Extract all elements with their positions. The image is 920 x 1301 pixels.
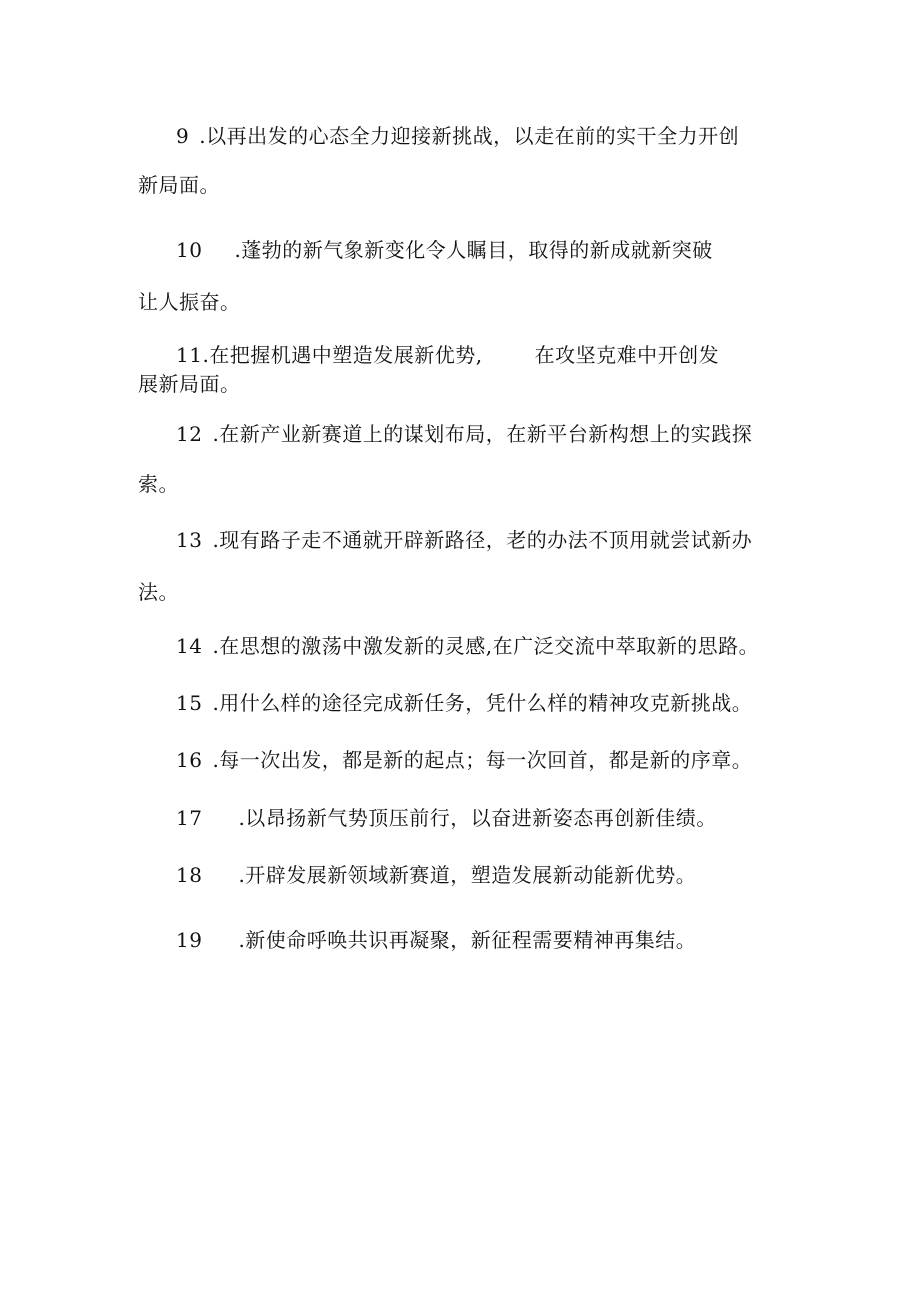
item-text-continuation: 新局面。 <box>138 173 220 197</box>
item-text: .用什么样的途径完成新任务，凭什么样的精神攻克新挑战。 <box>212 691 753 715</box>
item-text-continuation: 法。 <box>138 580 179 604</box>
item-text: .现有路子走不通就开辟新路径，老的办法不顶用就尝试新办 <box>212 528 753 552</box>
item-number: 16 <box>176 748 203 772</box>
item-text: .在思想的激荡中激发新的灵感,在广泛交流中萃取新的思路。 <box>212 634 760 658</box>
item-15-line-1 <box>176 691 752 715</box>
item-number: 13 <box>176 528 203 552</box>
item-number: 18 <box>176 863 203 887</box>
item-13-line-1 <box>176 528 752 552</box>
item-text-second-clause: 在攻坚克难中开创发 <box>534 343 720 367</box>
item-text: 在把握机遇中塑造发展新优势, <box>209 343 483 367</box>
item-10-line-1 <box>176 238 713 262</box>
item-13-line-2 <box>138 580 179 604</box>
item-text: .以再出发的心态全力迎接新挑战，以走在前的实干全力开创 <box>199 124 740 148</box>
item-16-line-1 <box>176 748 752 772</box>
item-12-line-2 <box>138 472 179 496</box>
item-text-continuation: 展新局面。 <box>138 372 241 396</box>
item-19-line-1 <box>176 928 696 952</box>
item-number: 17 <box>176 806 203 830</box>
item-11-line-1 <box>176 343 719 367</box>
item-number: 11. <box>176 343 210 367</box>
item-17-line-1 <box>176 806 717 830</box>
item-18-line-1 <box>176 863 696 887</box>
item-11-line-2 <box>138 372 241 396</box>
item-text-continuation: 索。 <box>138 472 179 496</box>
item-text: .蓬勃的新气象新变化令人瞩目，取得的新成就新突破 <box>234 238 713 262</box>
item-text: .以昂扬新气势顶压前行，以奋进新姿态再创新佳绩。 <box>238 806 717 830</box>
item-text-continuation: 让人振奋。 <box>138 290 241 314</box>
item-9-line-2 <box>138 173 220 197</box>
item-10-line-2 <box>138 290 241 314</box>
item-number: 12 <box>176 422 203 446</box>
item-9-line-1 <box>176 124 739 148</box>
item-text: .新使命呼唤共识再凝聚，新征程需要精神再集结。 <box>238 928 697 952</box>
item-number: 14 <box>176 634 203 658</box>
item-number: 15 <box>176 691 203 715</box>
item-number: 19 <box>176 928 203 952</box>
item-14-line-1 <box>176 634 759 658</box>
item-number: 9 <box>176 124 190 148</box>
item-text: .开辟发展新领域新赛道，塑造发展新动能新优势。 <box>238 863 697 887</box>
item-text: .在新产业新赛道上的谋划布局，在新平台新构想上的实践探 <box>212 422 753 446</box>
item-12-line-1 <box>176 422 752 446</box>
item-number: 10 <box>176 238 203 262</box>
item-text: .每一次出发，都是新的起点；每一次回首，都是新的序章。 <box>212 748 753 772</box>
